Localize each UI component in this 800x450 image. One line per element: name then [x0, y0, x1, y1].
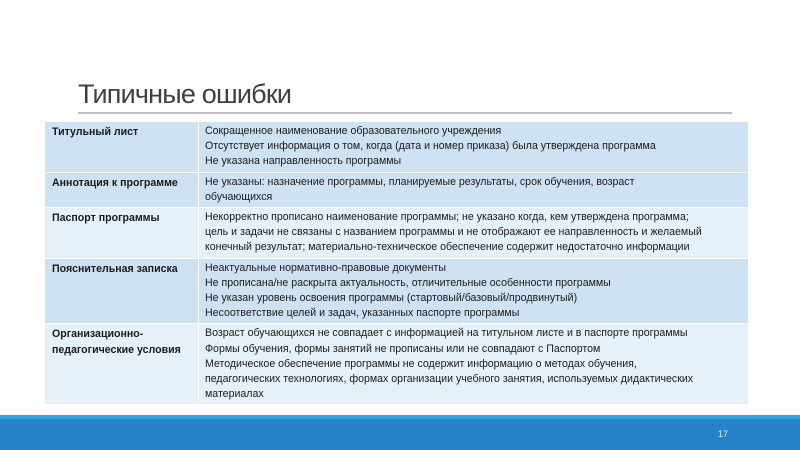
row-description — [199, 122, 748, 173]
table-row-program-passport — [45, 208, 748, 259]
row-label: Титульный лист — [45, 122, 199, 173]
description-line: педагогических технологиях, формах организации учебного занятия, используемых дидактических — [205, 373, 694, 386]
row-description — [199, 324, 748, 405]
typical-errors-table — [45, 122, 748, 405]
footer-bar — [0, 415, 800, 450]
table-row-organizational-conditions — [45, 324, 748, 405]
description-line: материалах — [205, 388, 264, 401]
row-description — [199, 259, 748, 325]
description-line: Неактуальные нормативно-правовые документы — [205, 261, 446, 274]
description-line: обучающихся — [205, 190, 273, 203]
footer-band — [0, 419, 800, 450]
description-line: Формы обучения, формы занятий не прописаны или не совпадают с Паспортом — [205, 342, 601, 355]
slide-number: 17 — [718, 429, 729, 439]
row-label: Паспорт программы — [45, 208, 199, 259]
description-line: конечный результат; материально-техническое обеспечение содержит недостаточно информации — [205, 241, 690, 254]
title-underline — [78, 112, 732, 114]
description-line: Отсутствует информация о том, когда (дата и номер приказа) была утверждена программа — [205, 140, 656, 153]
description-line: Несоответствие целей и задач, указанных паспорте программы — [205, 307, 520, 320]
description-line: Сокращенное наименование образовательного учреждения — [205, 125, 502, 137]
description-line: Методическое обеспечение программы не содержит информацию о методах обучения, — [205, 357, 637, 370]
table-row-explanatory-note — [45, 259, 748, 325]
row-label: Аннотация к программе — [45, 173, 199, 208]
description-line: цель и задачи не связаны с названием программы и не отображают ее направленность и желаемый — [205, 226, 702, 239]
slide-title: Типичные ошибки — [78, 79, 292, 109]
row-description — [199, 173, 748, 208]
table-row-annotation — [45, 173, 748, 208]
description-line: Не указан уровень освоения программы (стартовый/базовый/продвинутый) — [205, 292, 578, 305]
row-label: Организационно-педагогические условия — [45, 324, 199, 405]
description-line: Не указаны: назначение программы, планируемые результаты, срок обучения, возраст — [205, 175, 635, 188]
row-description — [199, 208, 748, 259]
row-label: Пояснительная записка — [45, 259, 199, 325]
description-line: Возраст обучающихся не совпадает с информацией на титульном листе и в паспорте программы — [205, 327, 688, 340]
description-line: Не указана направленность программы — [205, 155, 402, 168]
description-line: Некорректно прописано наименование программы; не указано когда, кем утверждена программа; — [205, 211, 689, 224]
table-row-title-page — [45, 122, 748, 173]
description-line: Не прописана/не раскрыта актуальность, отличительные особенности программы — [205, 276, 611, 289]
